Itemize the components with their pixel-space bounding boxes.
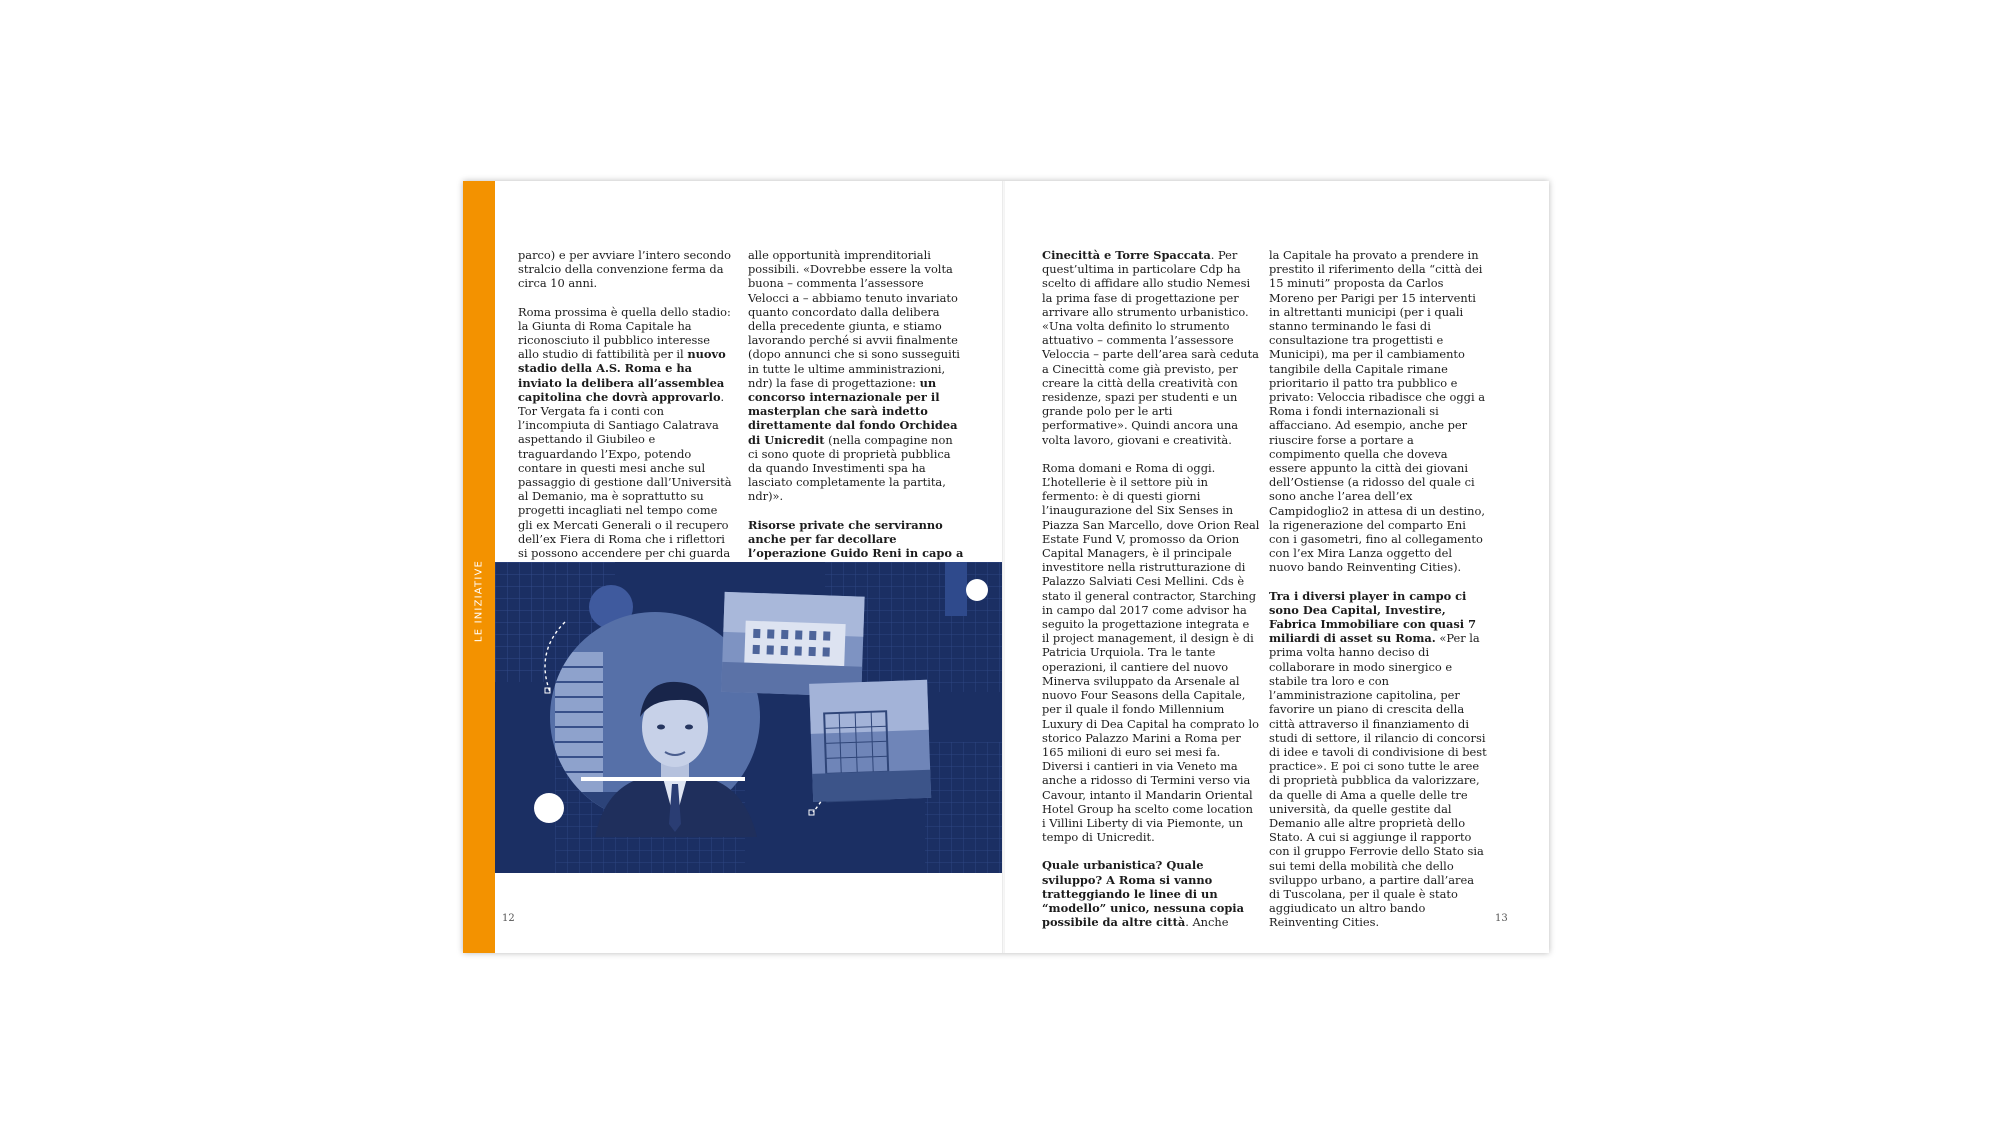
body-text: la Capitale ha provato a prendere in prestito il riferimento della “città dei 15 minuti” proposta da Carlos Moreno per Parigi per 15 interventi in altrettanti municipi (per i quali stanno terminando le fasi di consultazione tra progettisti e Municipi), ma per il cambiamento tangibile della Capitale rimane prioritario il patto tra pubblico e privato: Veloccia ribadisce che oggi a Roma i fondi internazionali si affacciano. Ad esempio, anche per riuscire forse a portare a compimento quella che doveva essere appunto la città dei giovani dell’Ostiense (a ridosso del quale ci sono anche l’area dell’ex Campidoglio2 in attesa di un destino, la rigenerazione del comparto Eni con i gasometri, fino al collegamento con l’ex Mira Lanza oggetto del nuovo bando Reinventing Cities). <box>1269 248 1485 575</box>
body-text: . Anche <box>1185 915 1229 930</box>
left-column-1 <box>518 248 733 574</box>
paragraph <box>518 305 733 561</box>
body-text: Roma domani e Roma di oggi. L’hotellerie è il settore più in fermento: è di questi giorni l’inaugurazione del Six Senses in Piazza San Marcello, dove Orion Real Estate Fund V, promosso da Orion Capital Managers, è il principale investitore nella ristrutturazione di Palazzo Salviati Cesi Mellini. Cds è stato il general contractor, Starching in campo dal 2017 come advisor ha seguito la progettazione integrata e il project management, il design è di Patricia Urquiola. Tra le tante operazioni, il cantiere del nuovo Minerva sviluppato da Arsenale al nuovo Four Seasons della Capitale, per il quale il fondo Millennium Luxury di Dea Capital ha comprato lo storico Palazzo Marini a Roma per 165 milioni di euro sei mesi fa. Diversi i cantieri in via Veneto ma anche a ridosso di Termini verso via Cavour, intanto il Mandarin Oriental Hotel Group ha scelto come location i Villini Liberty di via Piemonte, un tempo di Unicredit. <box>1042 460 1260 845</box>
body-text: (nella compagine non ci sono quote di proprietà pubblica da quando Investimenti spa ha lasciato completamente la partita, ndr)». <box>748 432 953 504</box>
magazine-spread <box>463 181 1549 953</box>
body-text: Roma prossima è quella dello stadio: la Giunta di Roma Capitale ha riconosciuto il pubblico interesse allo studio di fattibilità per il <box>518 304 731 362</box>
paragraph <box>1269 589 1487 930</box>
body-text: alle opportunità imprenditoriali possibili. «Dovrebbe essere la volta buona – commenta l’assessore Velocci a – abbiamo tenuto invariato quanto concordato dalla delibera della precedente giunta, e stiamo lavorando perché si avvii finalmente (dopo annunci che si sono susseguiti in tutte le ultime amministrazioni, ndr) la fase di progettazione: <box>748 248 960 390</box>
body-text: «Per la prima volta hanno deciso di collaborare in modo sinergico e stabile tra loro e con l’amministrazione capitolina, per favorire un piano di crescita della città attraverso il finanziamento di studi di settore, il rilancio di concorsi di idee e tavoli di condivisione di best practice». E poi ci sono tutte le aree di proprietà pubblica da valorizzare, da quelle di Ama a quelle delle tre università, da quelle gestite dal Demanio alle altre proprietà dello Stato. A cui si aggiunge il rapporto con il gruppo Ferrovie dello Stato sia sui temi della mobilità che dello sviluppo urbano, a partire dall’area di Tuscolana, per il quale è stato aggiudicato un altro bando Reinventing Cities. <box>1269 631 1487 930</box>
paragraph <box>1042 461 1260 844</box>
collage-illustration <box>495 562 1003 873</box>
bold-text: un concorso internazionale per il masterplan che sarà indetto direttamente dal fondo Orchidea di Unicredit <box>748 375 958 447</box>
right-column-1 <box>1042 248 1260 943</box>
photo-collage <box>495 562 1003 873</box>
right-page <box>1005 181 1549 953</box>
bold-text: Risorse private che serviranno anche per far decollare l’operazione Guido Reni in capo a <box>748 517 964 561</box>
paragraph <box>518 248 733 291</box>
section-label: LE INIZIATIVE <box>473 559 485 643</box>
body-text: parco) e per avviare l’intero secondo stralcio della convenzione ferma da circa 10 anni. <box>518 248 731 291</box>
left-page <box>463 181 1003 953</box>
body-text: . Per quest’ultima in particolare Cdp ha scelto di affidare allo studio Nemesi la prima fase di progettazione per arrivare allo strumento urbanistico. «Una volta definito lo strumento attuativo – commenta l’assessore Veloccia – parte dell’area sarà ceduta a Cinecittà come già previsto, per creare la città della creatività con residenze, spazi per studenti e un grande polo per le arti performative». Quindi ancora una volta lavoro, giovani e creatività. <box>1042 248 1259 447</box>
right-column-2 <box>1269 248 1487 944</box>
bold-text: Cinecittà e Torre Spaccata <box>1042 248 1211 262</box>
paragraph <box>748 248 966 504</box>
page-number-left: 12 <box>502 913 515 924</box>
paragraph <box>1042 858 1260 929</box>
bold-text: nuovo stadio della A.S. Roma e ha inviato la delibera all’assemblea capitolina che dovrà approvarlo <box>518 347 726 404</box>
bold-text: Tra i diversi player in campo ci sono Dea Capital, Investire, Fabrica Immobiliare con quasi 7 miliardi di asset su Roma. <box>1269 588 1477 646</box>
left-column-2 <box>748 248 966 588</box>
paragraph <box>1269 248 1487 575</box>
page-number-right: 13 <box>1495 913 1508 924</box>
paragraph <box>1042 248 1260 447</box>
body-text: . Tor Vergata fa i conti con l’incompiuta di Santiago Calatrava aspettando il Giubileo e traguardando l’Expo, potendo contare in questi mesi anche sul passaggio di gestione dall’Università al Demanio, ma è soprattutto su progetti incagliati nel tempo come gli ex Mercati Generali o il recupero dell’ex Fiera di Roma che i riflettori si possono accendere per chi guarda <box>518 389 732 561</box>
bold-text: Quale urbanistica? Quale sviluppo? A Roma si vanno tratteggiando le linee di un “modello” unico, nessuna copia possibile da altre città <box>1042 858 1245 930</box>
